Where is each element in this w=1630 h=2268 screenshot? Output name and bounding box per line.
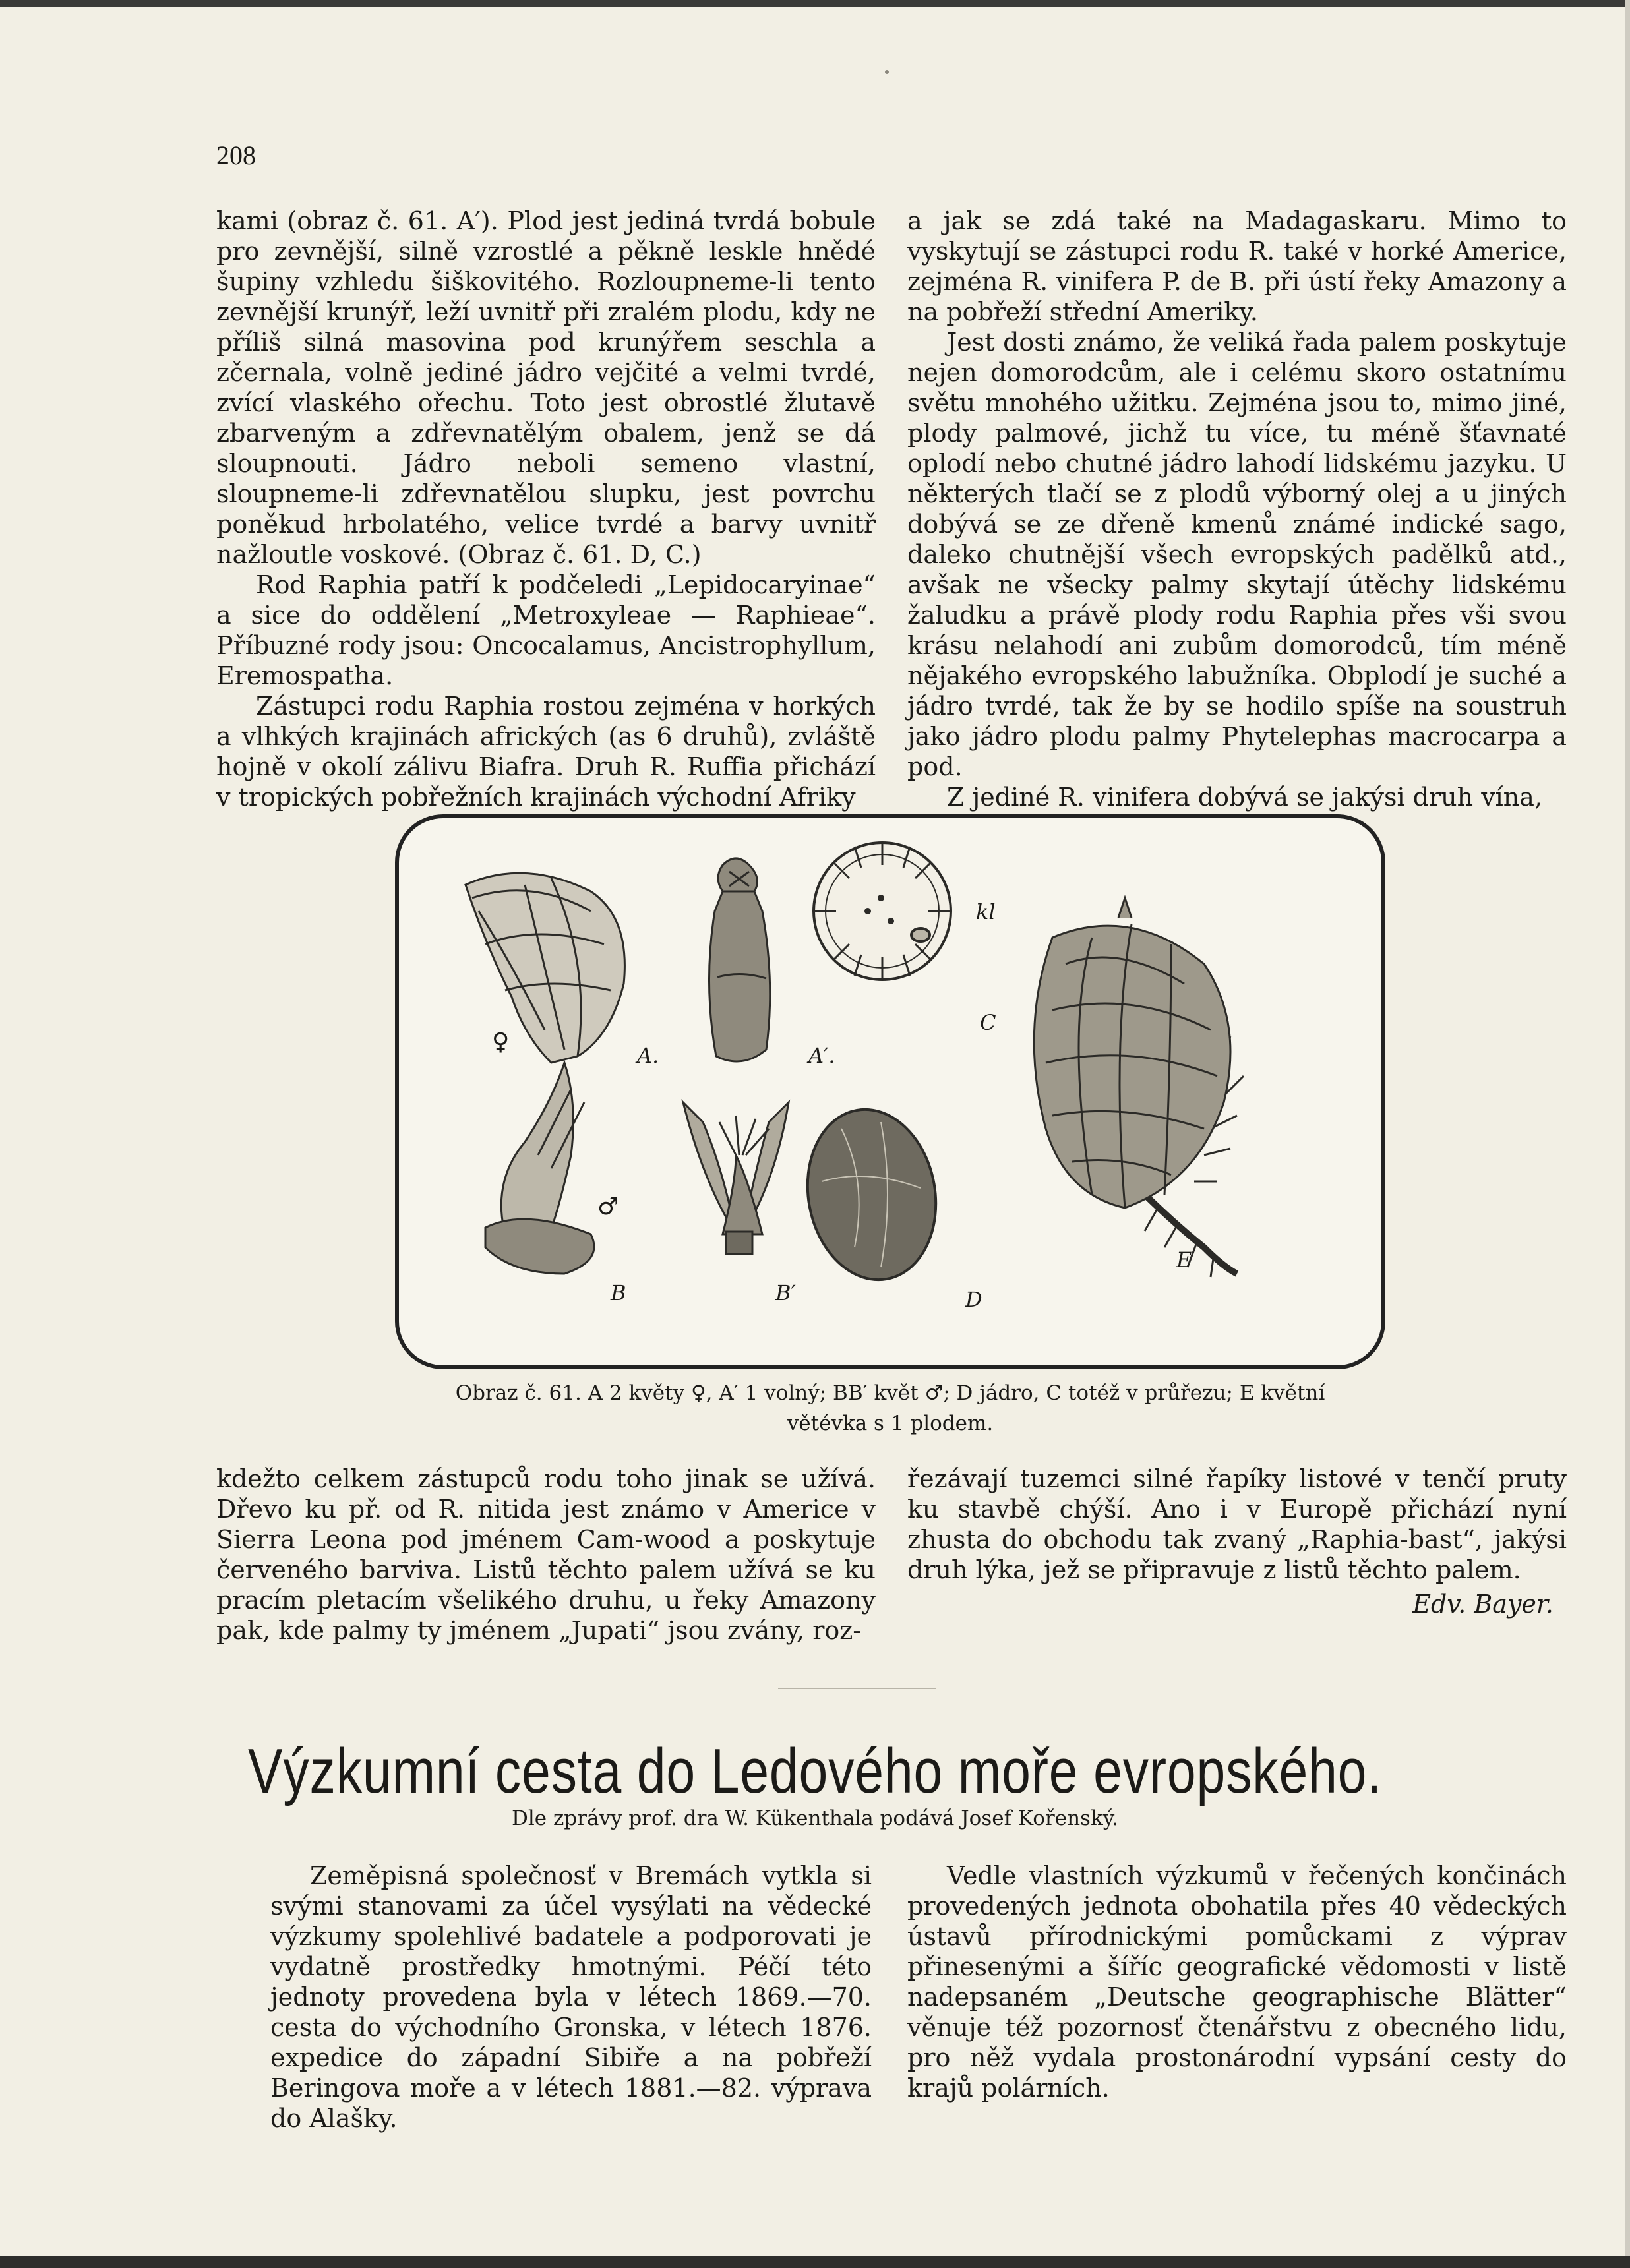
article-right-column [907,1861,1567,2103]
figure-label-b-prime: B′ [775,1280,796,1305]
section-divider [778,1688,936,1689]
figure-caption [369,1378,1411,1439]
paragraph: Rod Raphia patří k podčeledi „Lepidocaryinae“ a sice do oddělení „Metroxyleae — Raphieae“. Příbuzné rody jsou: Oncocalamus, Ancistrophyllum, Eremospatha. [216,570,876,690]
figure-label-a-prime: A′. [808,1043,835,1068]
figure-label-b: B [611,1280,626,1305]
figure-label-d: D [965,1287,982,1312]
male-symbol: ♂ [597,1193,619,1220]
figure-label-e: E [1176,1247,1192,1272]
figure-label-a: A. [637,1043,659,1068]
upper-right-column [907,206,1567,812]
middle-right-column [907,1464,1567,1619]
paragraph: Vedle vlastních výzkumů v řečených končinách provedených jednota obohatila přes 40 vědeckých ústavů přírodnickými pomůckami z výprav přinesenými a šíříc geografické vědomosti v listě nadepsaném „Deutsche geographische Blätter“ věnuje též pozornosť čtenářstvu z obecného lidu, pro něž vydala prostonárodní vypsání cesty do krajů polárních. [907,1861,1567,2103]
figure-label-c: C [980,1010,996,1035]
paragraph: kdežto celkem zástupců rodu toho jinak se užívá. Dřevo ku př. od R. nitida jest známo v Americe v Sierra Leona pod jménem Cam-wood a poskytuje červeného barviva. Listů těchto palem užívá se ku pracím pletacím všelikého druhu, u řeky Amazony pak, kde palmy ty jménem „Jupati“ jsou zvány, roz- [216,1464,876,1645]
middle-left-column [216,1464,876,1646]
female-symbol: ♀ [492,1029,510,1056]
figure-caption-line-1: Obraz č. 61. A 2 květy ♀, A′ 1 volný; BB′ květ ♂; D jádro, C totéž v průřezu; E květní [455,1381,1325,1405]
article-left-column [270,1861,872,2134]
paragraph: Zástupci rodu Raphia rostou zejména v horkých a vlhkých krajinách afrických (as 6 druhů), zvláště hojně v okolí zálivu Biafra. Druh R. Ruffia přichází v tropických pobřežních krajinách východní Afriky [216,692,876,812]
paragraph: řezávají tuzemci silné řapíky listové v tenčí pruty ku stavbě chýší. Ano i v Europě přichází nyní zhusta do obchodu tak zvaný „Raphia-bast“, jakýsi druh lýka, jež se připravuje z listů těchto palem. [907,1464,1567,1584]
scan-bottom-edge [0,2256,1630,2268]
paragraph: Z jediné R. vinifera dobývá se jakýsi druh vína, [947,783,1543,812]
figure-label-kl: kl [976,899,996,924]
paragraph: Jest dosti známo, že veliká řada palem poskytuje nejen domorodcům, ale i celému skoro ostatnímu světu mnohého užitku. Zejména jsou to, mimo jiné, plody palmové, jichž tu více, tu méně šťavnaté oplodí nebo chutné jádro lahodí lidskému jazyku. U některých tlačí se z plodů výborný olej a u jiných dobývá se ze dřeně kmenů známé indické sago, daleko chutnější všech evropských padělků atd., avšak ne všecky palmy skytají útěchy lidskému žaludku a právě plody rodu Raphia přes vši svou krásu nelahodí ani zubům domorodců, tím méně nějakého evropského labužníka. Obplodí je suché a jádro tvrdé, tak že by se hodilo spíše na soustruh jako jádro plodu palmy Phytelephas macrocarpa a pod. [907,328,1567,781]
article-title: Výzkumní cesta do Ledového moře evropského. [248,1736,1382,1806]
ink-speck [885,70,889,74]
figure-illustration [393,812,1387,1371]
scan-top-edge [0,0,1630,7]
scan-right-edge [1625,0,1630,2268]
paragraph: kami (obraz č. 61. A′). Plod jest jediná tvrdá bobule pro zevnější, silně vzrostlé a pěkně leskle hnědé šupiny vzhledu šiškovitého. Rozloupneme-li tento zevnější krunýř, leží uvnitř při zralém plodu, kdy ne příliš silná masovina pod krunýřem seschla a zčernala, volně jediné jádro vejčité a velmi tvrdé, zvící vlaského ořechu. Toto jest obrostlé žlutavě zbarveným a zdřevnatělým obalem, jenž se dá sloupnouti. Jádro neboli semeno vlastní, sloupneme-li zdřevnatělou slupku, jest povrchu poněkud hrbolatého, velice tvrdé a barvy uvnitř nažloutle voskové. (Obraz č. 61. D, C.) [216,206,876,569]
article-byline: Dle zprávy prof. dra W. Kükenthala podává Josef Kořenský. [512,1806,1118,1830]
author-signature: Edv. Bayer. [1412,1590,1554,1619]
paragraph: Zeměpisná společnosť v Bremách vytkla si svými stanovami za účel vysýlati na vědecké výzkumy spolehlivé badatele a podporovati je vydatně prostředky hmotnými. Péčí této jednoty provedena byla v létech 1869.—70. cesta do východního Gronska, v létech 1876. expedice do západní Sibiře a na pobřeží Beringova moře a v létech 1881.—82. výprava do Alašky. [270,1861,872,2133]
page-number: 208 [216,140,256,170]
paragraph: a jak se zdá také na Madagaskaru. Mimo to vyskytují se zástupci rodu R. také v horké Americe, zejména R. vinifera P. de B. při ústí řeky Amazony a na pobřeží střední Ameriky. [907,206,1567,326]
figure-caption-line-2: větévka s 1 plodem. [787,1412,994,1435]
upper-left-column [216,206,876,812]
kernel-cross-section-illustration [814,843,951,980]
